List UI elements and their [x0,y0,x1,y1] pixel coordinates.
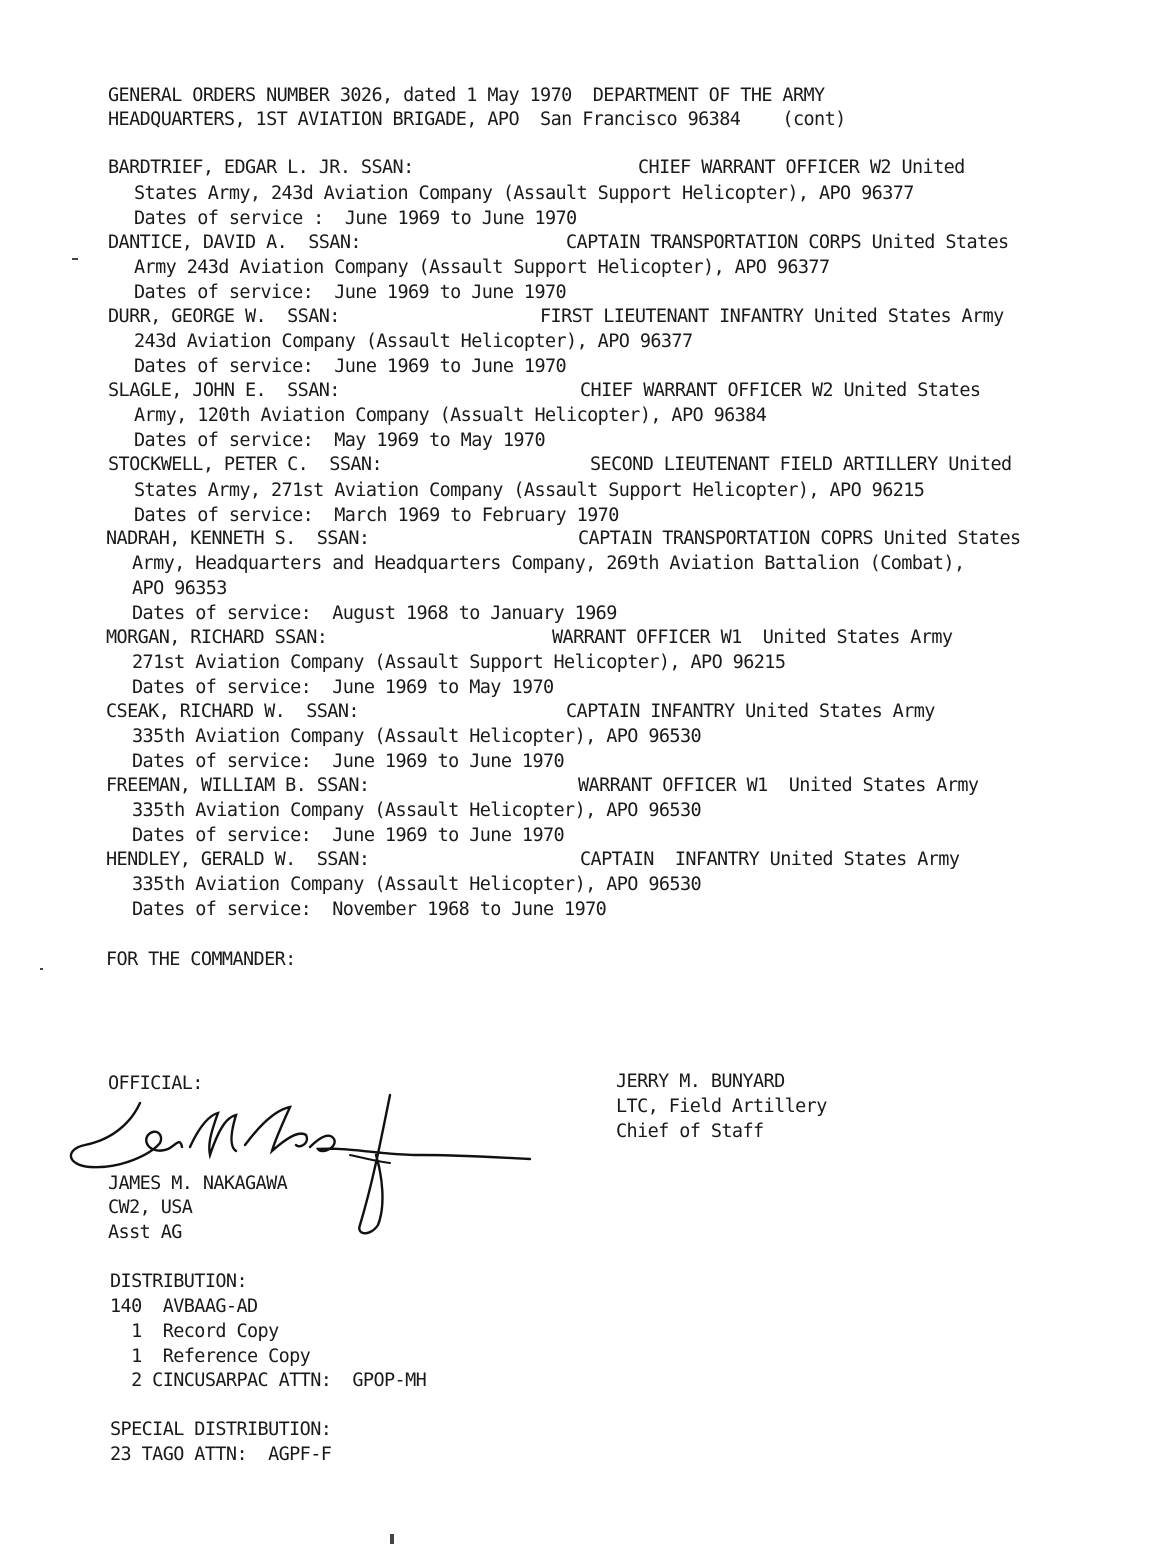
entry-unit: 271st Aviation Company (Assault Support Helicopter), APO 96215 [132,652,786,673]
entry-service-dates: Dates of service: May 1969 to May 1970 [134,430,545,451]
entry-service-dates: Dates of service: June 1969 to June 1970 [132,751,565,772]
official-label: OFFICIAL: [108,1073,203,1094]
entry-rank: CAPTAIN INFANTRY United States Army [580,849,960,870]
entry-name: MORGAN, RICHARD SSAN: [106,627,328,648]
official-name: JAMES M. NAKAGAWA [108,1173,288,1194]
header-line-2: HEADQUARTERS, 1ST AVIATION BRIGADE, APO San Francisco 96384 (cont) [108,109,846,130]
scan-mark [72,258,78,260]
entry-name: SLAGLE, JOHN E. SSAN: [108,380,340,401]
distribution-line: 140 AVBAAG-AD [110,1296,258,1317]
entry-unit: 335th Aviation Company (Assault Helicopter), APO 96530 [132,874,702,895]
entry-rank: CAPTAIN TRANSPORTATION CORPS United States [566,232,1009,253]
chief-title: Chief of Staff [616,1121,764,1142]
official-title: Asst AG [108,1222,182,1243]
chief-rank: LTC, Field Artillery [616,1096,827,1117]
entry-unit: Army 243d Aviation Company (Assault Support Helicopter), APO 96377 [134,257,830,278]
header-line-1: GENERAL ORDERS NUMBER 3026, dated 1 May 1970 DEPARTMENT OF THE ARMY [108,85,825,106]
entry-unit: Army, 120th Aviation Company (Assualt Helicopter), APO 96384 [134,405,767,426]
entry-service-dates: Dates of service: November 1968 to June 1970 [132,899,607,920]
entry-rank: CAPTAIN TRANSPORTATION COPRS United States [578,528,1021,549]
entry-rank: CHIEF WARRANT OFFICER W2 United [638,157,965,178]
entry-rank: FIRST LIEUTENANT INFANTRY United States Army [540,306,1004,327]
entry-rank: SECOND LIEUTENANT FIELD ARTILLERY United [590,454,1012,475]
for-the-commander: FOR THE COMMANDER: [106,949,296,970]
entry-unit-line-2: APO 96353 [132,578,227,599]
official-rank: CW2, USA [108,1197,193,1218]
entry-service-dates: Dates of service: June 1969 to June 1970 [134,356,567,377]
entry-name: FREEMAN, WILLIAM B. SSAN: [106,775,370,796]
entry-rank: WARRANT OFFICER W1 United States Army [578,775,979,796]
entry-service-dates: Dates of service : June 1969 to June 1970 [134,208,577,229]
entry-unit: 335th Aviation Company (Assault Helicopter), APO 96530 [132,800,702,821]
entry-rank: WARRANT OFFICER W1 United States Army [552,627,953,648]
distribution-line: 2 CINCUSARPAC ATTN: GPOP-MH [110,1370,427,1391]
entry-name: STOCKWELL, PETER C. SSAN: [108,454,382,475]
entry-name: DURR, GEORGE W. SSAN: [108,306,340,327]
distribution-line: 1 Record Copy [110,1321,279,1342]
entry-name: DANTICE, DAVID A. SSAN: [108,232,361,253]
entry-rank: CAPTAIN INFANTRY United States Army [566,701,935,722]
entry-rank: CHIEF WARRANT OFFICER W2 United States [580,380,981,401]
scan-mark [40,968,43,970]
entry-unit: States Army, 271st Aviation Company (Assault Support Helicopter), APO 96215 [134,480,925,501]
entry-service-dates: Dates of service: June 1969 to June 1970 [132,825,565,846]
special-distribution-line: 23 TAGO ATTN: AGPF-F [110,1444,332,1465]
entry-service-dates: Dates of service: March 1969 to February 1970 [134,505,619,526]
distribution-label: DISTRIBUTION: [110,1271,247,1292]
chief-name: JERRY M. BUNYARD [616,1071,785,1092]
entry-service-dates: Dates of service: August 1968 to January 1969 [132,603,617,624]
entry-name: HENDLEY, GERALD W. SSAN: [106,849,370,870]
entry-service-dates: Dates of service: June 1969 to May 1970 [132,677,554,698]
entry-name: BARDTRIEF, EDGAR L. JR. SSAN: [108,157,414,178]
distribution-line: 1 Reference Copy [110,1346,311,1367]
entry-unit: States Army, 243d Aviation Company (Assault Support Helicopter), APO 96377 [134,183,914,204]
special-distribution-label: SPECIAL DISTRIBUTION: [110,1419,332,1440]
entry-service-dates: Dates of service: June 1969 to June 1970 [134,282,567,303]
entry-unit: 335th Aviation Company (Assault Helicopter), APO 96530 [132,726,702,747]
entry-name: NADRAH, KENNETH S. SSAN: [106,528,370,549]
scan-mark [390,1534,394,1544]
entry-unit: Army, Headquarters and Headquarters Company, 269th Aviation Battalion (Combat), [132,553,965,574]
entry-unit: 243d Aviation Company (Assault Helicopter), APO 96377 [134,331,693,352]
entry-name: CSEAK, RICHARD W. SSAN: [106,701,359,722]
